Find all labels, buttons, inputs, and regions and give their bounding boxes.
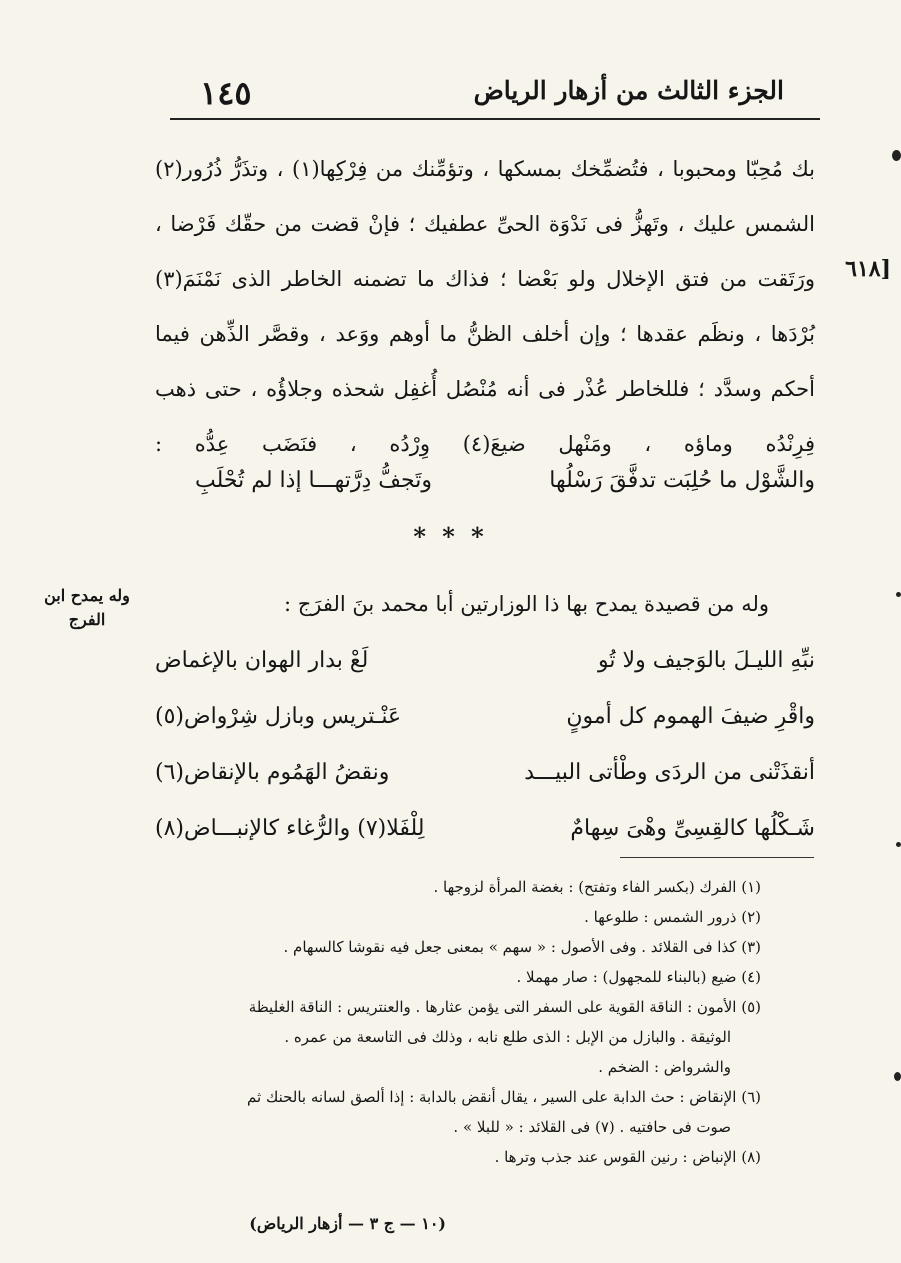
verse-second-hemistich: لَعْ بدار الهوان بالإغماض (155, 647, 369, 673)
prose-line: الشمس عليك ، وتَهزُّ فى نَدْوَة الحىِّ عطفيك ؛ فإنْ قضت من حقّك فَرْضا ، (155, 212, 815, 236)
poem-verse (155, 744, 815, 800)
verse-second-hemistich: لِلْفَلا(٧) والرُّغاء كالإنبـــاض(٨) (155, 815, 425, 841)
quoted-verse (195, 452, 815, 508)
poem-verse (155, 688, 815, 744)
verse-second-hemistich: وتَجفُّ دِرَّتهـــا إذا لم تُحْلَبِ (195, 467, 432, 493)
side-note: وله يمدح ابن الفرج (44, 586, 130, 629)
prose-line: بُرْدَها ، ونظَم عقدها ؛ وإن أخلف الظنُّ ما أوهم ووَعد ، وقصَّر الذِّهن فيما (155, 322, 815, 346)
page-number: ١٤٥ (200, 74, 252, 112)
scan-speck (896, 592, 901, 597)
footnote: (٣) كذا فى القلائد . وفى الأصول : « سهم » بمعنى جعل فيه نقوشا كالسهام . (283, 938, 761, 956)
running-title: الجزء الثالث من أزهار الرياض (473, 76, 784, 105)
verse-first-hemistich: نبِّهِ الليـلَ بالوَجيف ولا تُو (598, 647, 815, 673)
verse-second-hemistich: ونقضُ الهَمُوم بالإنقاض(٦) (155, 759, 390, 785)
section-separator: * * * (413, 522, 488, 551)
footnote: (٨) الإنباض : رنين القوس عند جذب وترها . (494, 1148, 761, 1166)
prose-line: ورَتَقت من فتق الإخلال ولو بَعْضا ؛ فذاك ما تضمنه الخاطر الذى نَمْنَمَ(٣) (155, 267, 815, 291)
footnote-rule (620, 857, 814, 858)
folio-signature: (١٠ — ج ٣ — أزهار الرياض) (249, 1214, 446, 1233)
footnote: (٦) الإنقاض : حث الدابة على السير ، يقال أنقض بالدابة : إذا ألصق لسانه بالحنك ثم (247, 1088, 761, 1106)
margin-reference: [٦١٨ (845, 256, 891, 282)
scan-speck (892, 150, 901, 161)
footnotes (161, 872, 761, 1172)
verse-first-hemistich: أنقذَتْنى من الردَى وطْأتى البيـــد (524, 759, 815, 785)
header-rule (170, 118, 820, 120)
footnote: (١) الفرك (بكسر الفاء وتفتح) : بغضة المرأة لزوجها . (433, 878, 761, 896)
verse-first-hemistich: واقْرِ ضيفَ الهموم كل أمونٍ (566, 703, 815, 729)
verse-first-hemistich: شَـكْلُها كالقِسِىِّ وهْىَ سِهامٌ (570, 815, 815, 841)
page-header (170, 64, 820, 124)
prose-block (155, 142, 815, 472)
verse-first-hemistich: والشَّوْل ما حُلِبَت تدفَّقَ رَسْلُها (549, 467, 815, 493)
footnote-continuation: صوت فى حافتيه . (٧) فى القلائد : « للبلا » . (453, 1118, 731, 1136)
prose-line: فِرِنْدُه وماؤه ، ومَنْهل ضيعَ(٤) وِرْدُه ، فنَضَب عِدُّه : (155, 432, 815, 456)
footnote: (٥) الأمون : الناقة القوية على السفر التى يؤمن عثارها . والعنتريس : الناقة الغليظة (248, 998, 761, 1016)
prose-line: أحكم وسدَّد ؛ فللخاطر عُذْر فى أنه مُنْصُل أُغفِل شحذه وجلاؤُه ، حتى ذهب (155, 377, 815, 401)
footnote: (٢) ذرور الشمس : طلوعها . (584, 908, 761, 926)
poem-verse (155, 800, 815, 856)
footnote-continuation: الوثيقة . والبازل من الإبل : الذى طلع نابه ، وذلك فى التاسعة من عمره . (284, 1028, 731, 1046)
scan-speck (894, 1072, 901, 1081)
prose-line: بك مُحِبّا ومحبوبا ، فتُضمِّخك بمسكها ، وتؤمِّنك من فِرْكِها(١) ، وتذَرُّ ذُرُور(٢) (155, 157, 815, 181)
poem-verse (155, 632, 815, 688)
footnote-continuation: والشرواض : الضخم . (598, 1058, 731, 1076)
scan-speck (896, 842, 901, 847)
poem (155, 632, 815, 856)
section-intro: وله من قصيدة يمدح بها ذا الوزارتين أبا محمد بنَ الفرَج : (283, 592, 769, 616)
verse-second-hemistich: عَنْـتريس وبازل شِرْواض(٥) (155, 703, 402, 729)
footnote: (٤) ضيع (بالبناء للمجهول) : صار مهملا . (516, 968, 761, 986)
